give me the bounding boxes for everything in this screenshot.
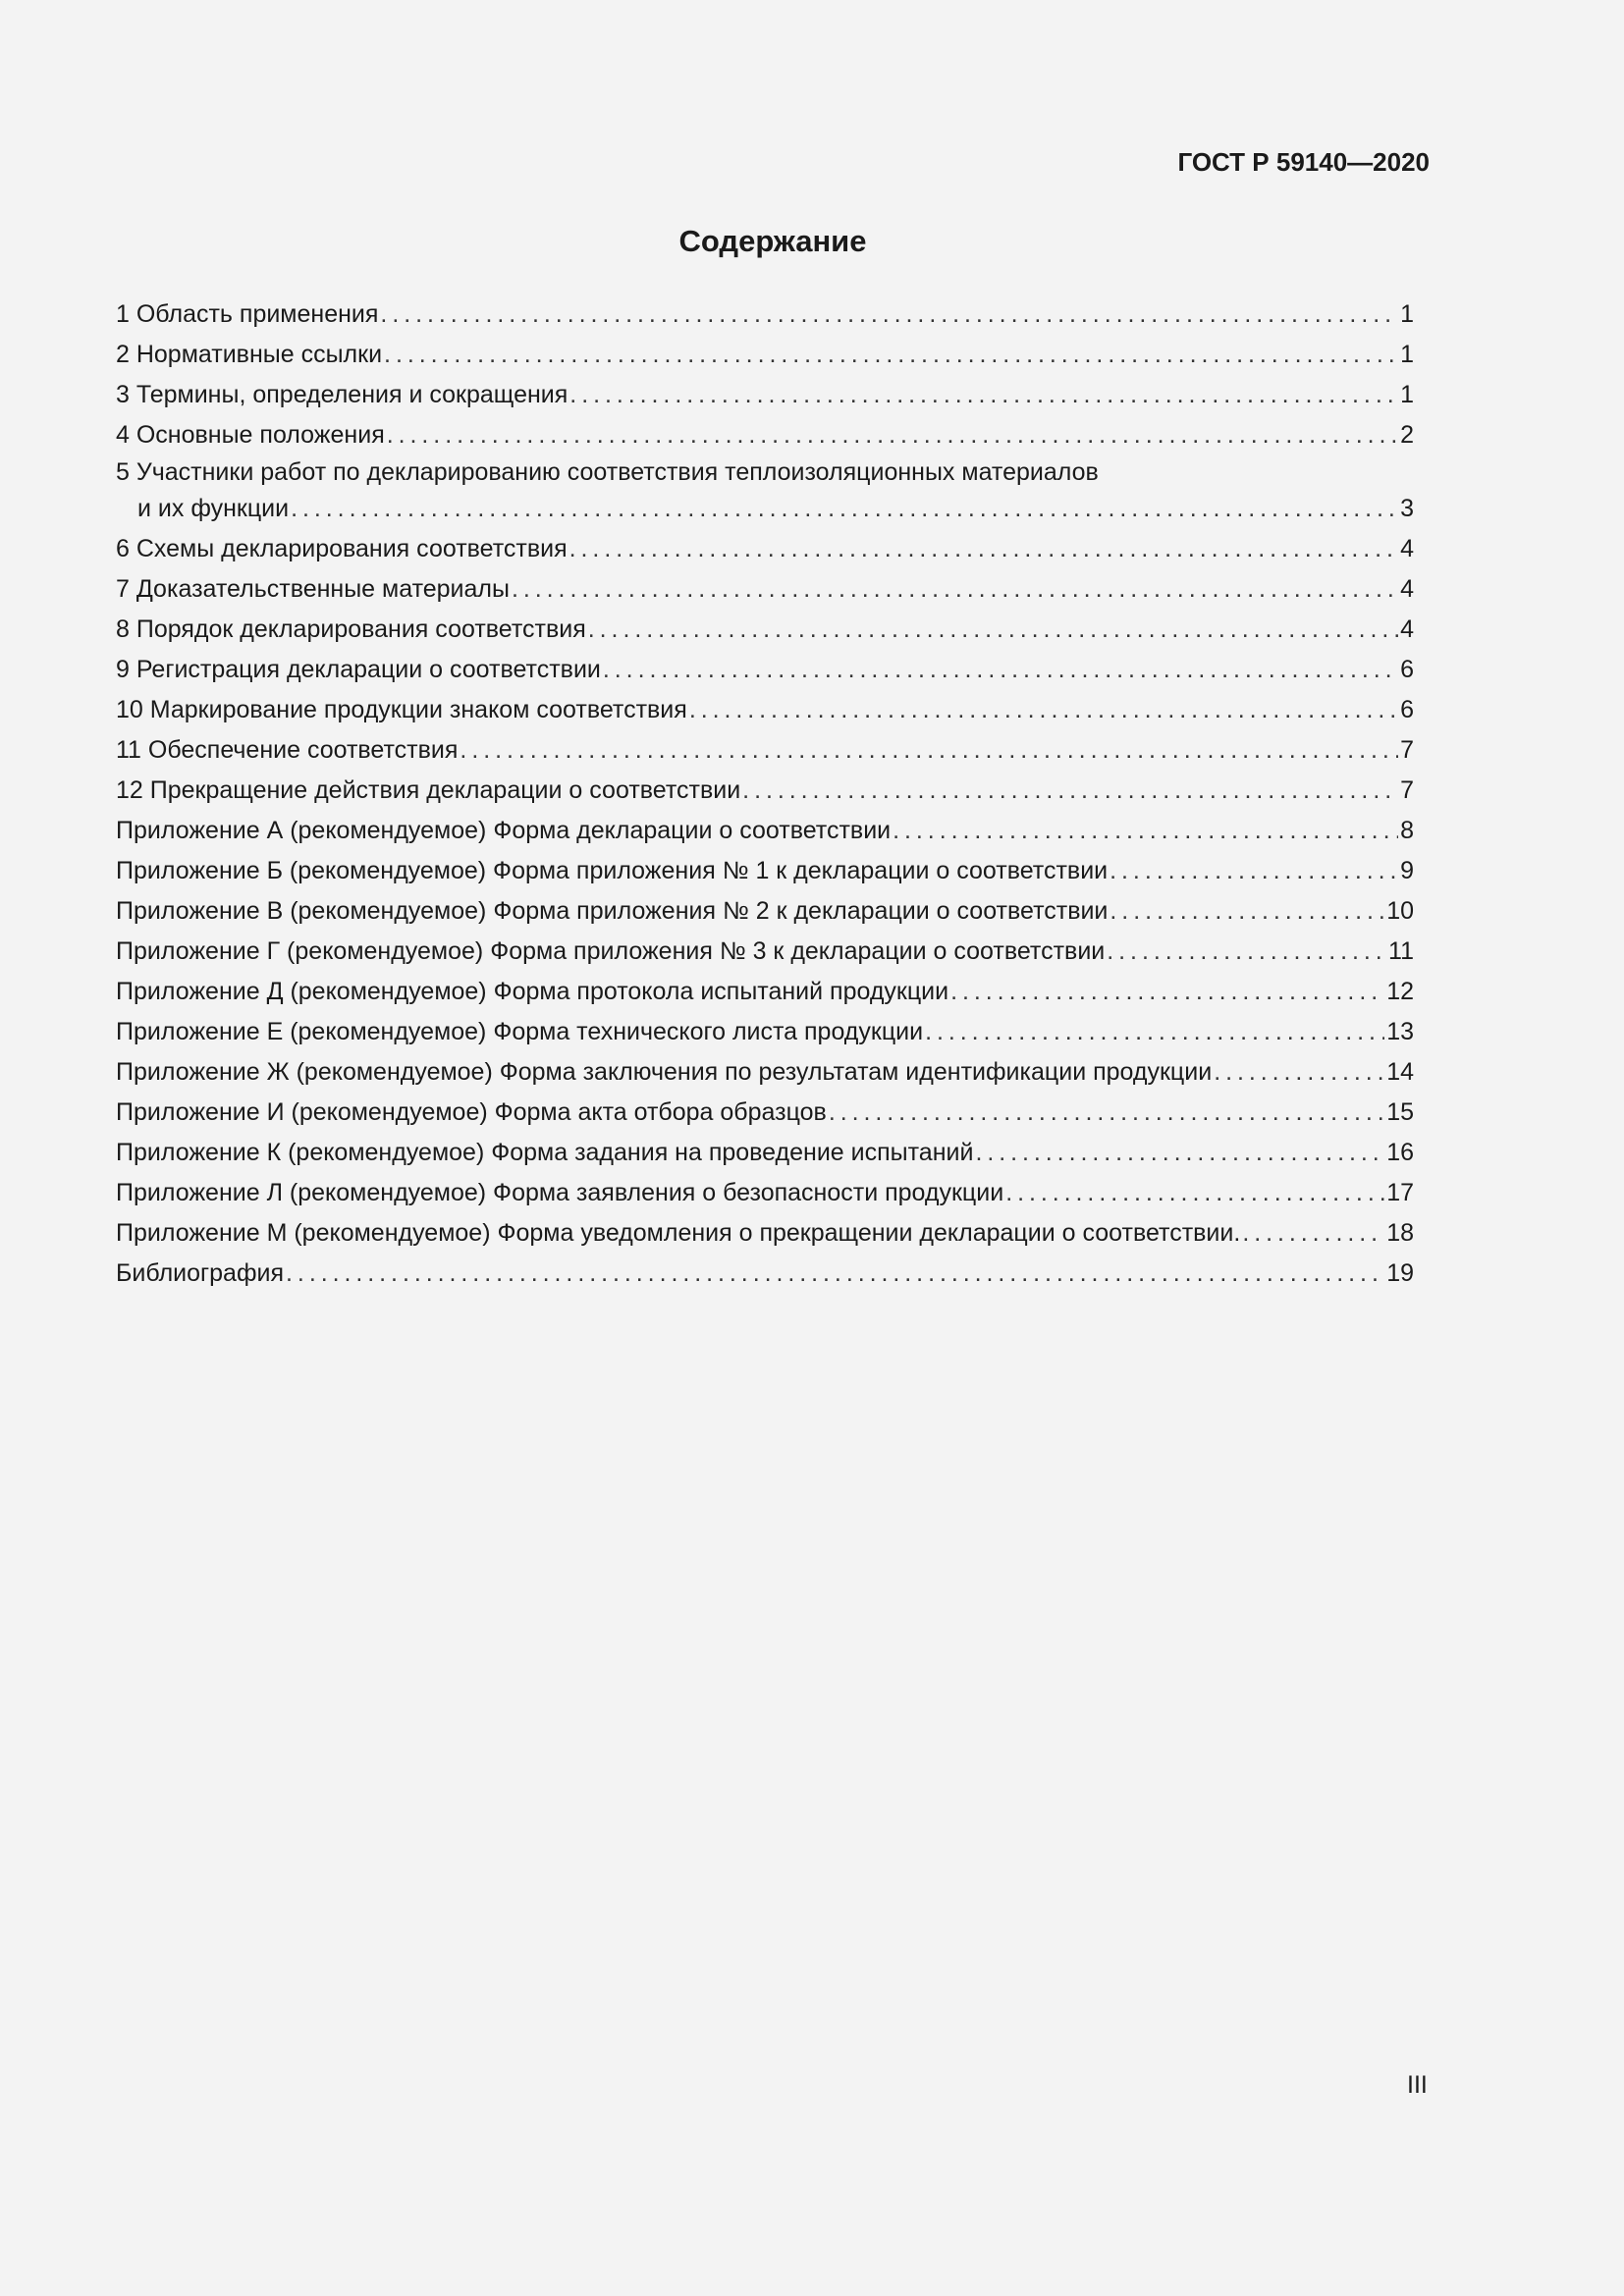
- toc-entry-label: Приложение Г (рекомендуемое) Форма приложения № 3 к декларации о соответствии: [116, 937, 1106, 965]
- dot-leader: [689, 690, 1398, 730]
- toc-entry[interactable]: [116, 569, 1414, 610]
- toc-entry[interactable]: [116, 891, 1414, 932]
- toc-entry[interactable]: [116, 1254, 1414, 1294]
- toc-entry[interactable]: [116, 1173, 1414, 1213]
- dot-leader: [286, 1254, 1384, 1294]
- toc-entry-label: 4 Основные положения: [116, 421, 385, 449]
- toc-entry-page: 10: [1386, 897, 1414, 925]
- toc-entry-label: Приложение Е (рекомендуемое) Форма технического листа продукции: [116, 1018, 924, 1045]
- dot-leader: [925, 1012, 1384, 1052]
- toc-entry-page: 16: [1386, 1139, 1414, 1166]
- toc-entry-label: и их функции: [137, 495, 290, 522]
- toc-entry[interactable]: [116, 415, 1414, 455]
- toc-entry-label: Библиография: [116, 1259, 285, 1287]
- dot-leader: [1214, 1052, 1384, 1093]
- toc-entry-page: 15: [1386, 1098, 1414, 1126]
- dot-leader: [380, 294, 1398, 335]
- page-number: III: [1407, 2071, 1428, 2099]
- toc-entry-page: 12: [1386, 978, 1414, 1005]
- dot-leader: [387, 415, 1398, 455]
- toc-entry[interactable]: [116, 730, 1414, 771]
- toc-entry-label: 11 Обеспечение соответствия: [116, 736, 459, 764]
- toc-entry-label: Приложение Д (рекомендуемое) Форма протокола испытаний продукции: [116, 978, 949, 1005]
- toc-entry-label: 1 Область применения: [116, 300, 379, 328]
- toc-entry[interactable]: [116, 811, 1414, 851]
- toc-entry-label: Приложение Л (рекомендуемое) Форма заявления о безопасности продукции: [116, 1179, 1004, 1206]
- dot-leader: [975, 1133, 1384, 1173]
- dot-leader: [460, 730, 1398, 771]
- toc-entry[interactable]: [116, 610, 1414, 650]
- dot-leader: [950, 972, 1384, 1012]
- toc-entry-page: 14: [1386, 1058, 1414, 1086]
- dot-leader: [588, 610, 1398, 650]
- toc-entry-page: 4: [1400, 575, 1414, 603]
- toc-entry-label: Приложение В (рекомендуемое) Форма приложения № 2 к декларации о соответствии: [116, 897, 1109, 925]
- toc-entry-label: 3 Термины, определения и сокращения: [116, 381, 568, 408]
- toc-entry-label: 2 Нормативные ссылки: [116, 341, 383, 368]
- toc-entry-page: 19: [1386, 1259, 1414, 1287]
- toc-entry[interactable]: [116, 1133, 1414, 1173]
- toc-entry-label: 9 Регистрация декларации о соответствии: [116, 656, 601, 683]
- toc-entry[interactable]: [116, 972, 1414, 1012]
- toc-entry-page: 17: [1386, 1179, 1414, 1206]
- toc-entry[interactable]: [116, 851, 1414, 891]
- toc-entry[interactable]: [116, 335, 1414, 375]
- dot-leader: [742, 771, 1398, 811]
- dot-leader: [1107, 932, 1386, 972]
- dot-leader: [1110, 851, 1398, 891]
- toc-entry[interactable]: [116, 375, 1414, 415]
- dot-leader: [893, 811, 1398, 851]
- toc-entry-page: 18: [1386, 1219, 1414, 1247]
- toc-entry-page: 1: [1400, 381, 1414, 408]
- toc-entry-page: 7: [1400, 736, 1414, 764]
- toc-entry[interactable]: [116, 294, 1414, 335]
- toc-entry-page: 1: [1400, 341, 1414, 368]
- toc-entry-page: 4: [1400, 615, 1414, 643]
- dot-leader: [384, 335, 1398, 375]
- toc-entry[interactable]: [116, 650, 1414, 690]
- toc-entry[interactable]: [116, 1093, 1414, 1133]
- toc-entry[interactable]: [116, 1012, 1414, 1052]
- table-of-contents: [116, 294, 1414, 1294]
- toc-entry-label: 10 Маркирование продукции знаком соответствия: [116, 696, 687, 723]
- toc-entry-label: 5 Участники работ по декларированию соответствия теплоизоляционных материалов: [116, 458, 1099, 486]
- toc-entry-label: 7 Доказательственные материалы: [116, 575, 510, 603]
- toc-entry-label: Приложение К (рекомендуемое) Форма задания на проведение испытаний: [116, 1139, 974, 1166]
- toc-entry-page: 8: [1400, 817, 1414, 844]
- toc-entry-page: 1: [1400, 300, 1414, 328]
- toc-entry[interactable]: [116, 529, 1414, 569]
- toc-entry-page: 6: [1400, 696, 1414, 723]
- dot-leader: [512, 569, 1398, 610]
- dot-leader: [1005, 1173, 1384, 1213]
- toc-entry-page: 9: [1400, 857, 1414, 884]
- toc-entry-label: 6 Схемы декларирования соответствия: [116, 535, 568, 562]
- dot-leader: [569, 375, 1398, 415]
- toc-entry-page: 3: [1400, 495, 1414, 522]
- dot-leader: [829, 1093, 1384, 1133]
- toc-entry-label: 8 Порядок декларирования соответствия: [116, 615, 586, 643]
- dot-leader: [291, 489, 1398, 529]
- toc-entry-page: 6: [1400, 656, 1414, 683]
- toc-entry-page: 2: [1400, 421, 1414, 449]
- toc-entry-label: Приложение Ж (рекомендуемое) Форма заключения по результатам идентификации продукции: [116, 1058, 1213, 1086]
- toc-entry[interactable]: [116, 1213, 1414, 1254]
- dot-leader: [569, 529, 1398, 569]
- toc-entry[interactable]: [116, 771, 1414, 811]
- dot-leader: [1110, 891, 1384, 932]
- dot-leader: [1242, 1213, 1384, 1254]
- toc-entry-label: 12 Прекращение действия декларации о соответствии: [116, 776, 741, 804]
- dot-leader: [603, 650, 1398, 690]
- toc-entry-label: Приложение Б (рекомендуемое) Форма приложения № 1 к декларации о соответствии: [116, 857, 1109, 884]
- toc-entry-label: Приложение А (рекомендуемое) Форма декларации о соответствии: [116, 817, 892, 844]
- document-id-header: ГОСТ Р 59140—2020: [1177, 147, 1430, 177]
- toc-entry[interactable]: [116, 932, 1414, 972]
- toc-entry-page: 13: [1386, 1018, 1414, 1045]
- toc-entry[interactable]: [116, 489, 1414, 529]
- toc-entry[interactable]: [116, 690, 1414, 730]
- toc-entry[interactable]: [116, 1052, 1414, 1093]
- toc-entry-page: 4: [1400, 535, 1414, 562]
- toc-entry-label: Приложение М (рекомендуемое) Форма уведомления о прекращении декларации о соответствии.: [116, 1219, 1241, 1247]
- toc-entry[interactable]: [116, 455, 1414, 489]
- toc-entry-label: Приложение И (рекомендуемое) Форма акта отбора образцов: [116, 1098, 827, 1126]
- toc-entry-page: 11: [1388, 937, 1414, 965]
- page-title: Содержание: [678, 224, 867, 258]
- toc-entry-page: 7: [1400, 776, 1414, 804]
